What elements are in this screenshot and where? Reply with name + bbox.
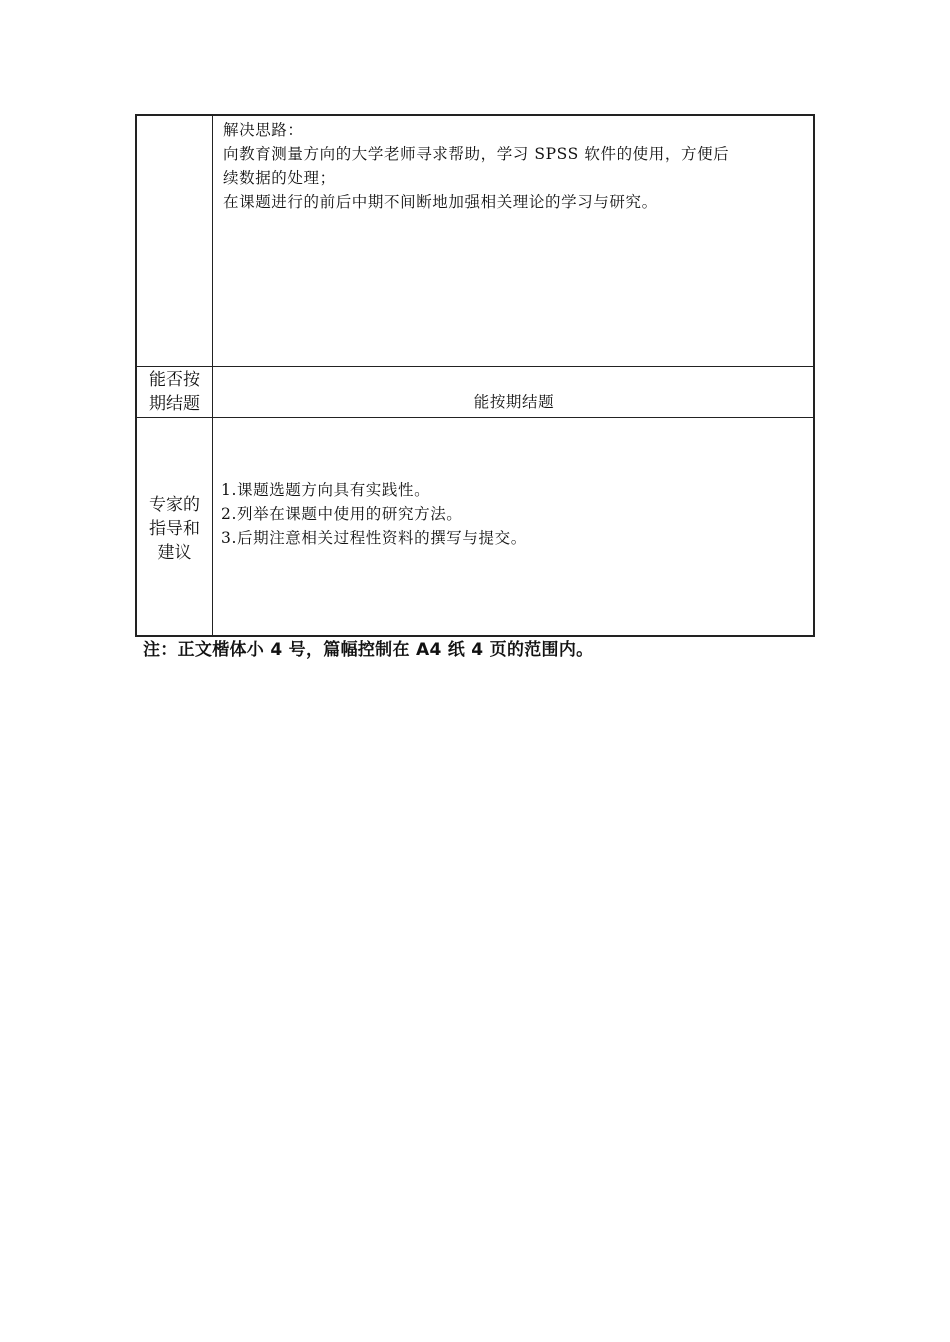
expert-label-line: 专家的: [149, 495, 200, 515]
solution-line: 在课题进行的前后中期不间断地加强相关理论的学习与研究。: [223, 193, 658, 211]
expert-label: [137, 493, 212, 565]
expert-label-line: 建议: [157, 543, 192, 563]
row-divider: [137, 366, 813, 367]
completion-label-line: 能否按: [149, 370, 200, 390]
format-note: 注：正文楷体小 4 号，篇幅控制在 A4 纸 4 页的范围内。: [143, 640, 594, 660]
advice-item: 3.后期注意相关过程性资料的撰写与提交。: [221, 529, 527, 547]
solution-heading: 解决思路：: [223, 121, 304, 139]
column-divider: [212, 116, 213, 635]
advice-item: 1.课题选题方向具有实践性。: [221, 481, 431, 499]
report-table: [135, 114, 815, 637]
row-divider: [137, 417, 813, 418]
solution-line: 向教育测量方向的大学老师寻求帮助，学习 SPSS 软件的使用，方便后: [223, 145, 730, 163]
completion-label: [137, 368, 212, 416]
solution-cell: [223, 118, 808, 214]
advice-item: 2.列举在课题中使用的研究方法。: [221, 505, 463, 523]
expert-label-line: 指导和: [149, 519, 200, 539]
solution-line: 续数据的处理；: [223, 169, 336, 187]
completion-label-line: 期结题: [149, 394, 200, 414]
expert-advice-cell: [221, 478, 806, 550]
completion-value: 能按期结题: [473, 393, 555, 411]
